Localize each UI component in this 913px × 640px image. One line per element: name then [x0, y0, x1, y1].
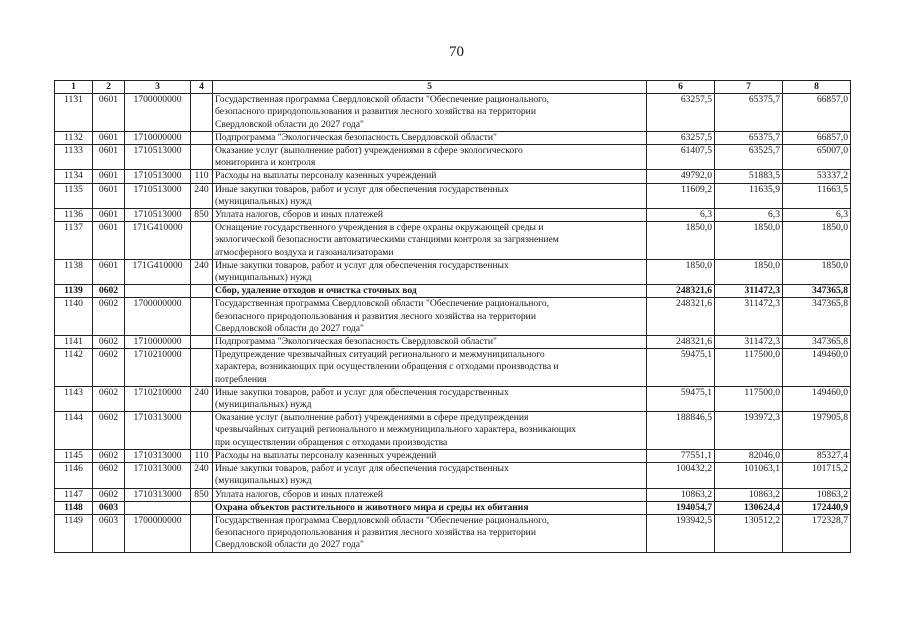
description-line: (муниципальных) нужд: [215, 195, 312, 207]
value-col-7: 6,3: [715, 209, 783, 222]
value-col-6: 11609,2: [647, 183, 715, 208]
description-line: Иные закупки товаров, работ и услуг для обеспечения государственных: [215, 183, 509, 195]
section-code: 0602: [93, 285, 125, 298]
description-line: Оказание услуг (выполнение работ) учреждениями в сфере предупреждения: [215, 412, 529, 424]
table-row: [55, 94, 851, 132]
row-number: 1131: [55, 94, 93, 132]
row-number: 1139: [55, 285, 93, 298]
row-number: 1145: [55, 449, 93, 462]
section-code: 0602: [93, 488, 125, 501]
table-row: [55, 514, 851, 552]
description-line: Государственная программа Свердловской области "Обеспечение рационального,: [215, 94, 550, 106]
row-description: [213, 222, 647, 260]
description-line: Иные закупки товаров, работ и услуг для обеспечения государственных: [215, 259, 509, 271]
description-line: Свердловской области до 2027 года": [215, 118, 364, 130]
row-description: [213, 349, 647, 387]
value-col-7: 65375,7: [715, 131, 783, 144]
table-row: [55, 183, 851, 208]
value-col-7: 311472,3: [715, 298, 783, 336]
value-col-7: 63525,7: [715, 145, 783, 170]
value-col-6: 194054,7: [647, 501, 715, 514]
row-number: 1143: [55, 386, 93, 411]
table-row: [55, 170, 851, 183]
target-article-code: 1710513000: [125, 183, 191, 208]
table-row: [55, 349, 851, 387]
target-article-code: 1710210000: [125, 349, 191, 387]
table-row: [55, 501, 851, 514]
value-col-6: 61407,5: [647, 145, 715, 170]
row-description: [213, 285, 647, 298]
description-line: экологической безопасности автоматическими станциями контроля за загрязнением: [215, 234, 559, 246]
description-line: Свердловской области до 2027 года": [215, 322, 364, 334]
value-col-8: 65007,0: [783, 145, 851, 170]
expense-type-code: 240: [191, 259, 213, 284]
description-line: при осуществлении обращения с отходами производства: [215, 436, 448, 448]
row-description: [213, 94, 647, 132]
row-number: 1144: [55, 412, 93, 450]
target-article-code: 1700000000: [125, 298, 191, 336]
row-description: [213, 259, 647, 284]
value-col-6: 193942,5: [647, 514, 715, 552]
value-col-8: 197905,8: [783, 412, 851, 450]
description-line: атмосферного воздуха и газоанализаторами: [215, 246, 394, 258]
section-code: 0601: [93, 259, 125, 284]
section-code: 0602: [93, 412, 125, 450]
value-col-6: 77551,1: [647, 449, 715, 462]
expense-type-code: [191, 131, 213, 144]
row-description: [213, 463, 647, 488]
row-number: 1149: [55, 514, 93, 552]
value-col-8: 6,3: [783, 209, 851, 222]
row-description: [213, 298, 647, 336]
target-article-code: 171G410000: [125, 259, 191, 284]
table-row: [55, 412, 851, 450]
value-col-8: 149460,0: [783, 386, 851, 411]
value-col-8: 172328,7: [783, 514, 851, 552]
target-article-code: 1710313000: [125, 463, 191, 488]
expense-type-code: [191, 145, 213, 170]
value-col-6: 63257,5: [647, 94, 715, 132]
expense-type-code: 240: [191, 463, 213, 488]
value-col-6: 49792,0: [647, 170, 715, 183]
row-number: 1142: [55, 349, 93, 387]
value-col-7: 130512,2: [715, 514, 783, 552]
table-row: [55, 386, 851, 411]
value-col-6: 1850,0: [647, 222, 715, 260]
value-col-8: 149460,0: [783, 349, 851, 387]
column-header-6: 6: [647, 81, 715, 94]
section-code: 0601: [93, 183, 125, 208]
row-number: 1148: [55, 501, 93, 514]
value-col-8: 172440,9: [783, 501, 851, 514]
description-line: Оказание услуг (выполнение работ) учреждениями в сфере экологического: [215, 145, 523, 157]
column-header-4: 4: [191, 81, 213, 94]
column-header-2: 2: [93, 81, 125, 94]
description-line: Расходы на выплаты персоналу казенных учреждений: [215, 449, 437, 461]
value-col-7: 117500,0: [715, 386, 783, 411]
description-line: Охрана объектов растительного и животного мира и среды их обитания: [215, 501, 529, 513]
description-line: безопасного природопользования и развития лесного хозяйства на территории: [215, 310, 536, 322]
section-code: 0601: [93, 222, 125, 260]
row-number: 1136: [55, 209, 93, 222]
value-col-7: 65375,7: [715, 94, 783, 132]
value-col-8: 1850,0: [783, 222, 851, 260]
table-header-row: [55, 81, 851, 94]
target-article-code: 1710313000: [125, 412, 191, 450]
target-article-code: 1710210000: [125, 386, 191, 411]
target-article-code: 1710513000: [125, 170, 191, 183]
row-description: [213, 488, 647, 501]
row-number: 1138: [55, 259, 93, 284]
description-line: Свердловской области до 2027 года": [215, 539, 364, 551]
row-number: 1140: [55, 298, 93, 336]
row-description: [213, 449, 647, 462]
section-code: 0602: [93, 386, 125, 411]
section-code: 0601: [93, 209, 125, 222]
table-row: [55, 259, 851, 284]
expense-type-code: [191, 298, 213, 336]
value-col-6: 248321,6: [647, 298, 715, 336]
target-article-code: [125, 285, 191, 298]
expense-type-code: [191, 94, 213, 132]
row-description: [213, 183, 647, 208]
expense-type-code: [191, 349, 213, 387]
description-line: Сбор, удаление отходов и очистка сточных вод: [215, 285, 417, 297]
column-header-8: 8: [783, 81, 851, 94]
table-row: [55, 131, 851, 144]
expense-type-code: 850: [191, 488, 213, 501]
column-header-7: 7: [715, 81, 783, 94]
value-col-8: 101715,2: [783, 463, 851, 488]
target-article-code: 1710313000: [125, 449, 191, 462]
value-col-6: 1850,0: [647, 259, 715, 284]
table-row: [55, 463, 851, 488]
table-row: [55, 222, 851, 260]
section-code: 0602: [93, 463, 125, 488]
row-description: [213, 170, 647, 183]
section-code: 0601: [93, 145, 125, 170]
description-line: Расходы на выплаты персоналу казенных учреждений: [215, 170, 437, 182]
value-col-7: 82046,0: [715, 449, 783, 462]
table-row: [55, 209, 851, 222]
column-header-5: 5: [213, 81, 647, 94]
section-code: 0603: [93, 501, 125, 514]
value-col-6: 248321,6: [647, 336, 715, 349]
description-line: Уплата налогов, сборов и иных платежей: [215, 488, 384, 500]
value-col-7: 10863,2: [715, 488, 783, 501]
value-col-7: 11635,9: [715, 183, 783, 208]
expense-type-code: 850: [191, 209, 213, 222]
description-line: чрезвычайных ситуаций регионального и межмуниципального характера, возникающих: [215, 424, 577, 436]
description-line: Предупреждение чрезвычайных ситуаций регионального и межмуниципального: [215, 349, 545, 361]
description-line: (муниципальных) нужд: [215, 475, 312, 487]
table-row: [55, 298, 851, 336]
expense-type-code: [191, 285, 213, 298]
value-col-6: 59475,1: [647, 349, 715, 387]
description-line: безопасного природопользования и развития лесного хозяйства на территории: [215, 527, 536, 539]
row-number: 1146: [55, 463, 93, 488]
description-line: Оснащение государственного учреждения в сфере охраны окружающей среды и: [215, 222, 544, 234]
value-col-8: 347365,8: [783, 336, 851, 349]
value-col-7: 1850,0: [715, 222, 783, 260]
row-description: [213, 386, 647, 411]
value-col-8: 53337,2: [783, 170, 851, 183]
value-col-8: 1850,0: [783, 259, 851, 284]
description-line: (муниципальных) нужд: [215, 272, 312, 284]
description-line: Уплата налогов, сборов и иных платежей: [215, 209, 384, 221]
row-description: [213, 501, 647, 514]
target-article-code: 1710313000: [125, 488, 191, 501]
value-col-6: 63257,5: [647, 131, 715, 144]
table-row: [55, 145, 851, 170]
table-row: [55, 488, 851, 501]
value-col-7: 51883,5: [715, 170, 783, 183]
column-header-1: 1: [55, 81, 93, 94]
target-article-code: 171G410000: [125, 222, 191, 260]
row-description: [213, 131, 647, 144]
description-line: характера, возникающих при осуществлении обращения с отходами производства и: [215, 361, 559, 373]
expense-type-code: 240: [191, 386, 213, 411]
row-description: [213, 336, 647, 349]
section-code: 0602: [93, 449, 125, 462]
row-number: 1141: [55, 336, 93, 349]
value-col-6: 6,3: [647, 209, 715, 222]
description-line: потребления: [215, 373, 267, 385]
table-row: [55, 285, 851, 298]
section-code: 0601: [93, 131, 125, 144]
value-col-8: 10863,2: [783, 488, 851, 501]
budget-table: [54, 80, 851, 553]
target-article-code: 1710513000: [125, 209, 191, 222]
value-col-6: 248321,6: [647, 285, 715, 298]
description-line: Государственная программа Свердловской области "Обеспечение рационального,: [215, 298, 550, 310]
value-col-8: 347365,8: [783, 298, 851, 336]
description-line: (муниципальных) нужд: [215, 399, 312, 411]
row-number: 1133: [55, 145, 93, 170]
value-col-8: 85327,4: [783, 449, 851, 462]
expense-type-code: [191, 336, 213, 349]
row-description: [213, 412, 647, 450]
section-code: 0602: [93, 336, 125, 349]
expense-type-code: [191, 222, 213, 260]
description-line: Иные закупки товаров, работ и услуг для обеспечения государственных: [215, 463, 509, 475]
target-article-code: 1700000000: [125, 94, 191, 132]
value-col-7: 193972,3: [715, 412, 783, 450]
value-col-6: 100432,2: [647, 463, 715, 488]
table-row: [55, 336, 851, 349]
value-col-7: 1850,0: [715, 259, 783, 284]
target-article-code: 1710000000: [125, 336, 191, 349]
section-code: 0602: [93, 298, 125, 336]
value-col-8: 347365,8: [783, 285, 851, 298]
value-col-7: 311472,3: [715, 336, 783, 349]
description-line: Подпрограмма "Экологическая безопасность Свердловской области": [215, 131, 497, 143]
expense-type-code: [191, 514, 213, 552]
page-number: 70: [449, 44, 464, 60]
row-description: [213, 145, 647, 170]
description-line: Иные закупки товаров, работ и услуг для обеспечения государственных: [215, 386, 509, 398]
expense-type-code: 110: [191, 170, 213, 183]
row-description: [213, 209, 647, 222]
value-col-8: 11663,5: [783, 183, 851, 208]
description-line: безопасного природопользования и развития лесного хозяйства на территории: [215, 106, 536, 118]
row-number: 1134: [55, 170, 93, 183]
target-article-code: 1710000000: [125, 131, 191, 144]
section-code: 0601: [93, 170, 125, 183]
row-number: 1147: [55, 488, 93, 501]
section-code: 0602: [93, 349, 125, 387]
description-line: Государственная программа Свердловской области "Обеспечение рационального,: [215, 514, 550, 526]
value-col-7: 101063,1: [715, 463, 783, 488]
row-description: [213, 514, 647, 552]
value-col-8: 66857,0: [783, 131, 851, 144]
value-col-8: 66857,0: [783, 94, 851, 132]
value-col-7: 311472,3: [715, 285, 783, 298]
value-col-6: 59475,1: [647, 386, 715, 411]
value-col-6: 188846,5: [647, 412, 715, 450]
value-col-7: 130624,4: [715, 501, 783, 514]
target-article-code: 1700000000: [125, 514, 191, 552]
expense-type-code: [191, 501, 213, 514]
value-col-7: 117500,0: [715, 349, 783, 387]
row-number: 1137: [55, 222, 93, 260]
description-line: Подпрограмма "Экологическая безопасность Свердловской области": [215, 336, 497, 348]
target-article-code: 1710513000: [125, 145, 191, 170]
section-code: 0601: [93, 94, 125, 132]
expense-type-code: [191, 412, 213, 450]
description-line: мониторинга и контроля: [215, 157, 316, 169]
section-code: 0603: [93, 514, 125, 552]
expense-type-code: 240: [191, 183, 213, 208]
expense-type-code: 110: [191, 449, 213, 462]
value-col-6: 10863,2: [647, 488, 715, 501]
row-number: 1132: [55, 131, 93, 144]
row-number: 1135: [55, 183, 93, 208]
column-header-3: 3: [125, 81, 191, 94]
target-article-code: [125, 501, 191, 514]
table-row: [55, 449, 851, 462]
